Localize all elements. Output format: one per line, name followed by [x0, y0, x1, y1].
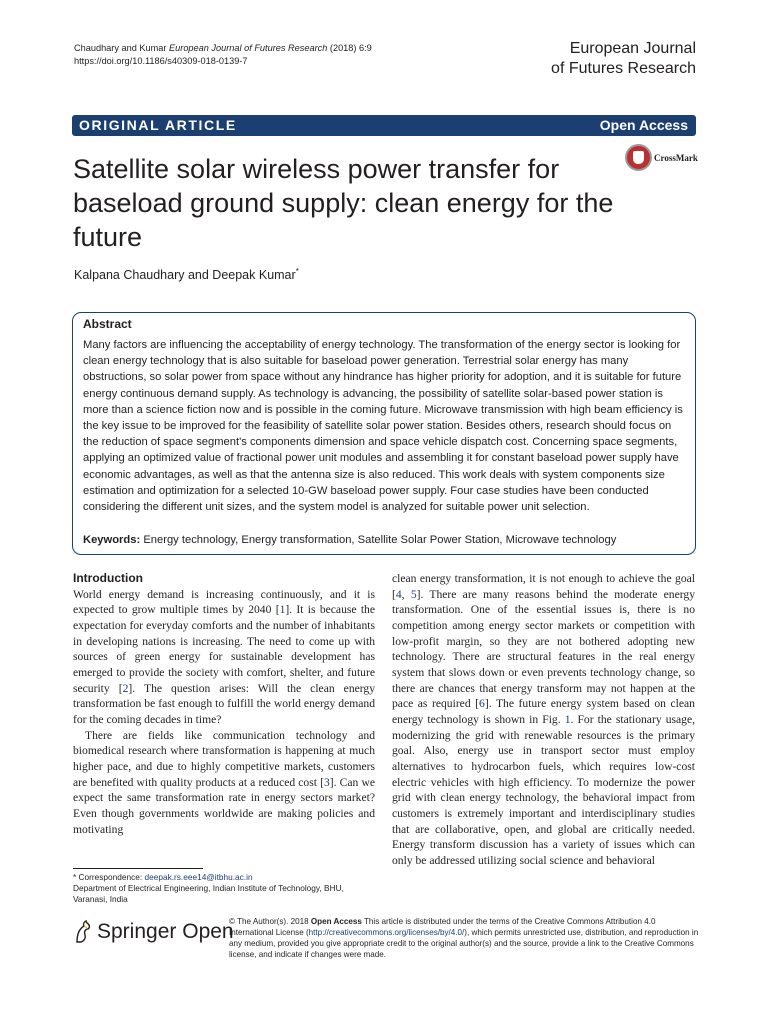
springer-open-logo: [73, 918, 234, 948]
reference-link[interactable]: 4: [395, 587, 402, 601]
correspondence-footnote: [73, 872, 373, 905]
keywords-label: Keywords:: [83, 534, 141, 546]
license-open-access: Open Access: [310, 917, 362, 926]
crossmark-button[interactable]: [625, 144, 699, 174]
citation-line: [74, 42, 372, 55]
citation-journal: European Journal of Futures Research: [169, 43, 328, 53]
keywords-list: Energy technology, Energy transformation, Satellite Solar Power Station, Microwave technology: [143, 534, 617, 546]
article-title: Satellite solar wireless power transfer for baseload ground supply: clean energy for the future: [73, 154, 614, 252]
license-statement: © The Author(s). 2018 Open Access This article is distributed under the terms of the Creative Commons Attribution 4.0 International License (http://creativecommons.org/licenses/by/4.0/), which permits unrestricted use, distribution, and reproduction in any medium, provided you give appropriate credit to the original author(s) and the source, provide a link to the Creative Commons license, and indicate if changes were made.: [229, 917, 699, 959]
open-wordmark: Open: [182, 920, 234, 943]
paragraph: clean energy transformation, it is not enough to achieve the goal [4, 5]. There are many reasons behind the moderate energy transformation. One of the essential issues is, there is no competition among energy sector markets or competition with low-profit margin, so they are not bothered adopting new technology. There are structural features in the real energy system that slows down or even prevents technology change, so there are chances that energy transform may not happen at the pace as required [6]. The future energy system based on clean energy technology is shown in Fig. 1. For the stationary usage, modernizing the grid with renewable resources is the primary goal. Also, energy use in transport sector must employ alternatives to hydrocarbon fuels, which requires low-cost electric vehicles with high efficiency. To modernize the power grid with clean energy technology, the behavioral impact from customers is extremely important and interdisciplinary studies that are collaborative, open, and global are critically needed. Energy transform discussion has a variety of issues which can only be addressed utilizing social science and behavioral: [392, 572, 695, 867]
correspondence-label: * Correspondence:: [73, 872, 145, 882]
journal-line-2: of Futures Research: [551, 60, 696, 77]
corresponding-mark: *: [295, 267, 299, 276]
paragraph: World energy demand is increasing continuously, and it is expected to grow multiple times by 2040 [1]. It is because the expectation for everyday comforts and the number of inhabitants in developing nations is increasing. The need to come up with sources of green energy for sustainable development has emerged to provide the society with comfort, shelter, and future security [2]. The question arises: Will the clean energy transformation be fast enough to fulfill the world energy demand for the coming decades in time?: [73, 587, 376, 726]
citation-authors: Chaudhary and Kumar: [74, 43, 167, 53]
correspondence-email[interactable]: deepak.rs.eee14@itbhu.ac.in: [144, 872, 253, 882]
reference-link[interactable]: 5: [410, 587, 417, 601]
crossmark-icon: [625, 144, 652, 171]
abstract-box: [72, 312, 696, 555]
springer-horse-icon: [73, 920, 93, 944]
author-list: [74, 264, 299, 283]
reference-link[interactable]: 6: [479, 697, 485, 711]
citation-volume: (2018) 6:9: [329, 43, 372, 53]
body-column-left: [73, 571, 375, 837]
author-names[interactable]: Kalpana Chaudhary and Deepak Kumar: [74, 268, 296, 283]
body-column-right: [392, 571, 695, 868]
footnote-divider: [73, 868, 203, 869]
section-heading-introduction: Introduction: [73, 571, 143, 585]
paragraph: There are fields like communication technology and biomedical research where transformation is happening at much higher pace, and due to highly competitive markets, customers are benefited with quality products at a reduced cost [3]. Can we expect the same transformation rate in energy sectors market? Even though governments worldwide are making policies and motivating: [73, 728, 375, 836]
affiliation: Department of Electrical Engineering, Indian Institute of Technology, BHU, Varanasi, India: [73, 883, 344, 904]
abstract-body: Many factors are influencing the acceptability of energy technology. The transformation of the energy sector is looking for clean energy technology that is also suitable for baseload power generation. Terrestrial solar energy has many obstructions, so solar power from space without any hindrance has higher priority for adoption, and it is suitable for future energy continuous demand supply. As technology is advancing, the possibility of satellite solar-based power station is more than a science fiction now and is possible in the coming future. Microwave transmission with high beam efficiency is the key issue to be improved for the feasibility of satellite solar power station. Besides others, research should focus on the reduction of space segment's components dimension and space vehicle dispatch cost. Concerning space segments, applying an optimized value of fractional power unit modules and assembling it for constant baseload power supply have economic advantages, as well as that the antenna size is also reduced. This work deals with system components size estimation and optimization for a selected 10-GW baseload power supply. Four case studies have been conducted considering the different unit sizes, and the system model is analyzed for suitable power unit selection.: [83, 339, 683, 514]
article-banner: [72, 115, 696, 136]
crossmark-label: CrossMark: [654, 153, 698, 163]
abstract-heading: Abstract: [83, 317, 132, 331]
doi-link[interactable]: https://doi.org/10.1186/s40309-018-0139-7: [74, 56, 248, 66]
article-type: ORIGINAL ARTICLE: [79, 117, 237, 133]
journal-logo-text: [551, 39, 696, 79]
citation-header: [74, 42, 372, 68]
reference-link[interactable]: 1: [279, 603, 286, 617]
reference-link[interactable]: 3: [323, 775, 330, 789]
reference-link[interactable]: 2: [122, 681, 129, 695]
springer-wordmark: Springer: [97, 920, 177, 943]
open-access-label: Open Access: [599, 117, 688, 133]
keywords: [83, 532, 688, 548]
journal-line-1: European Journal: [569, 40, 696, 57]
figure-link[interactable]: 1: [564, 712, 571, 726]
license-link[interactable]: http://creativecommons.org/licenses/by/4.0/: [308, 928, 465, 937]
